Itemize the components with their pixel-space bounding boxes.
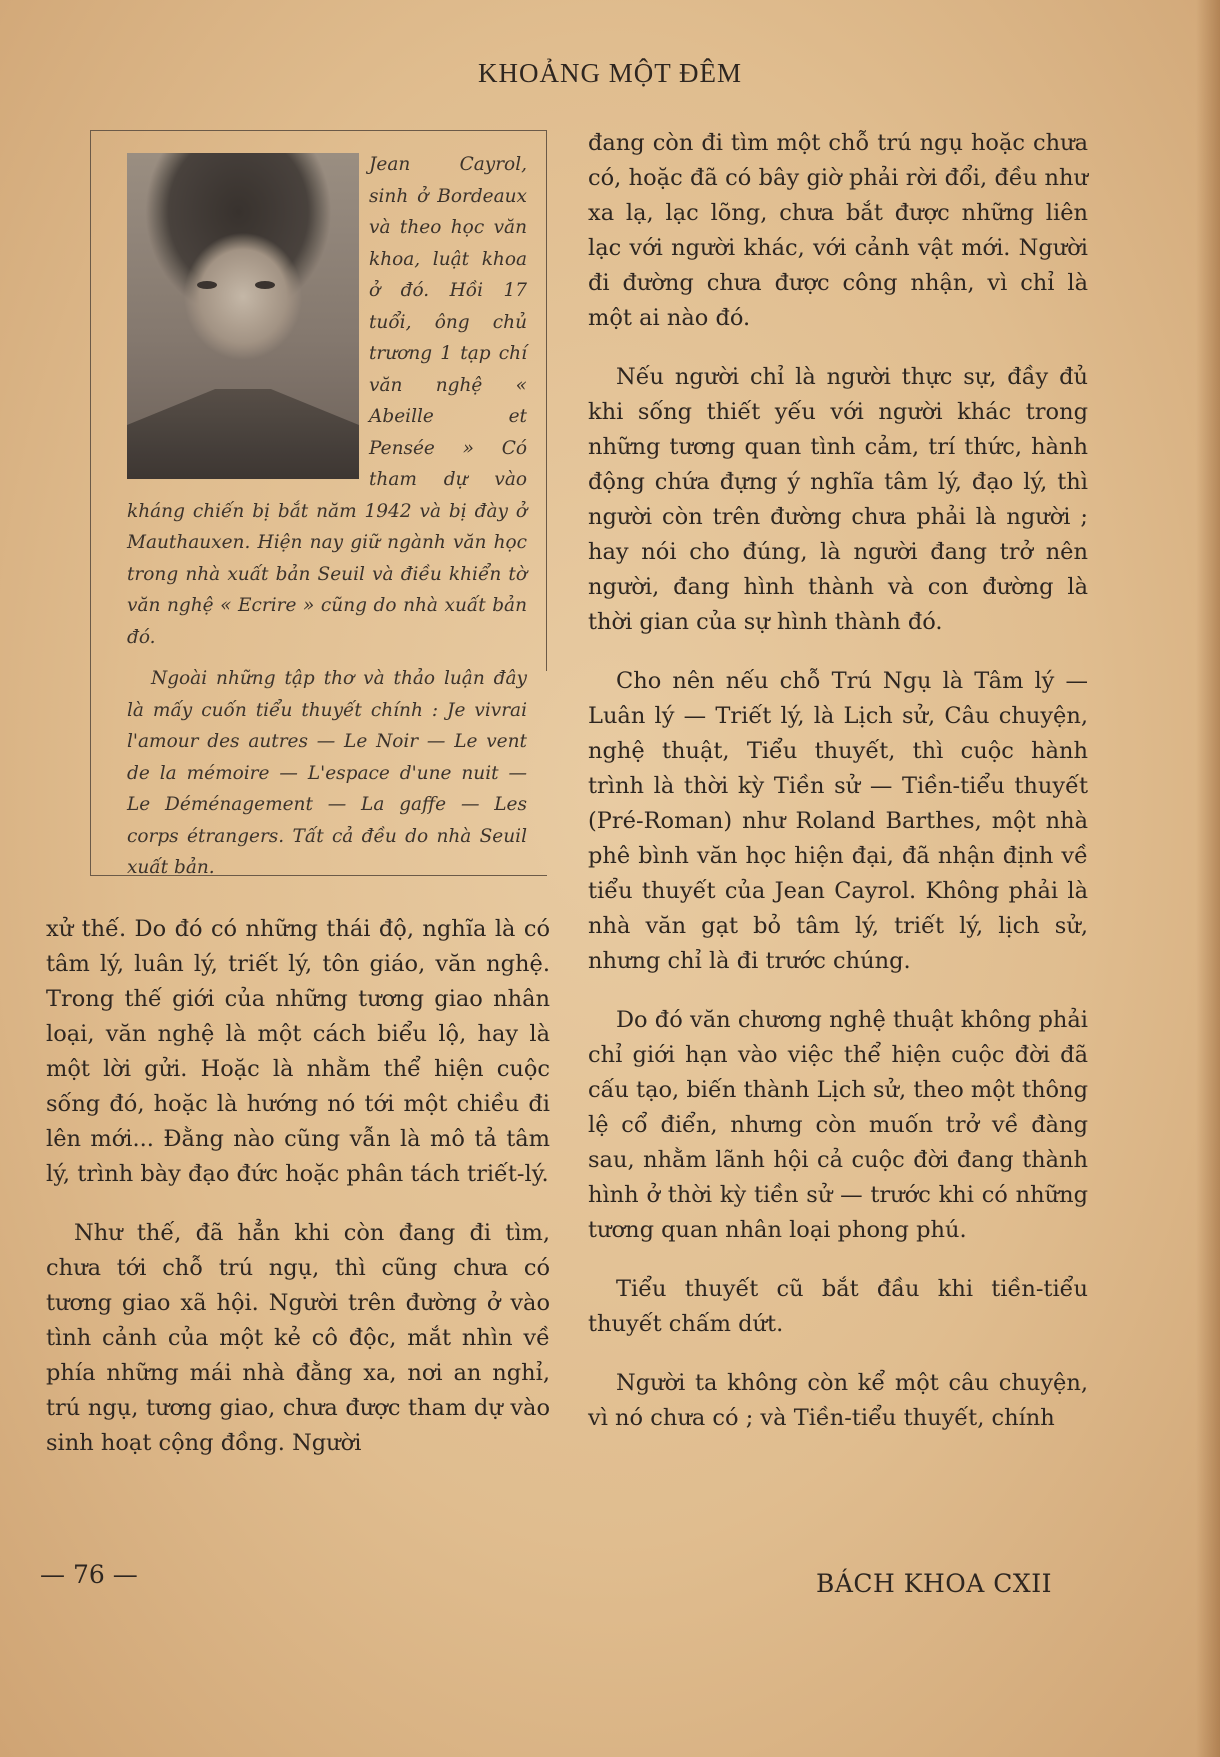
author-bio-box <box>90 130 547 876</box>
running-head: KHOẢNG MỘT ĐÊM <box>477 58 742 88</box>
right-paragraph-1: đang còn đi tìm một chỗ trú ngụ hoặc chưa có, hoặc đã có bây giờ phải rời đổi, đều như xa lạ, lạc lõng, chưa bắt được những liên lạc với người khác, với cảnh vật mới. Người đi đường chưa được công nhận, vì chỉ là một ai nào đó. <box>588 130 1088 331</box>
right-paragraph-4: Do đó văn chương nghệ thuật không phải chỉ giới hạn vào việc thể hiện cuộc đời đã cấu tạo, biến thành Lịch sử, theo một thông lệ cổ điển, nhưng còn muốn trở về đàng sau, nhằm lãnh hội cả cuộc đời đang thành hình ở thời kỳ tiền sử — trước khi có những tương quan nhân loại phong phú. <box>588 1007 1088 1243</box>
journal-footer: BÁCH KHOA CXII <box>816 1569 1052 1598</box>
page-number: — 76 — <box>40 1560 138 1589</box>
page-edge-shade <box>1196 0 1220 1757</box>
left-paragraph-2: Như thế, đã hẳn khi còn đang đi tìm, chưa tới chỗ trú ngụ, thì cũng chưa có tương giao xã hội. Người trên đường ở vào tình cảnh của một kẻ cô độc, mắt nhìn về phía những mái nhà đằng xa, nơi an nghỉ, trú ngụ, tương giao, chưa được tham dự vào sinh hoạt cộng đồng. Người <box>46 1220 550 1456</box>
bio-text <box>127 149 527 894</box>
left-column <box>46 912 550 1485</box>
right-paragraph-2: Nếu người chỉ là người thực sự, đầy đủ khi sống thiết yếu với người khác trong những tương quan tình cảm, trí thức, hành động chứa đựng ý nghĩa tâm lý, đạo lý, thì người còn trên đường chưa phải là người ; hay nói cho đúng, là người đang trở nên người, đang hình thành và con đường là thời gian của sự hình thành đó. <box>588 364 1088 635</box>
bio-box-right-rule <box>546 131 548 671</box>
bio-paragraph-1: Jean Cayrol, sinh ở Bordeaux và theo học văn khoa, luật khoa ở đó. Hồi 17 tuổi, ông chủ trương 1 tạp chí văn nghệ « Abeille et Pensée » Có tham dự vào kháng chiến bị bắt năm 1942 và bị đày ở Mauthauxen. Hiện nay giữ ngành văn học trong nhà xuất bản Seuil và điều khiển tờ văn nghệ « Ecrire » cũng do nhà xuất bản đó. <box>127 154 527 648</box>
left-paragraph-1: xử thế. Do đó có những thái độ, nghĩa là có tâm lý, luân lý, triết lý, tôn giáo, văn nghệ. Trong thế giới của những tương giao nhân loại, văn nghệ là một cách biểu lộ, hay là một lời gửi. Hoặc là nhằm thể hiện cuộc sống đó, hoặc là hướng nó tới một chiều đi lên mới... Đằng nào cũng vẫn là mô tả tâm lý, trình bày đạo đức hoặc phân tách triết-lý. <box>46 916 550 1187</box>
right-paragraph-5: Tiểu thuyết cũ bắt đầu khi tiền-tiểu thuyết chấm dứt. <box>588 1276 1088 1337</box>
bio-paragraph-2: Ngoài những tập thơ và thảo luận đây là mấy cuốn tiểu thuyết chính : Je vivrai l'amour des autres — Le Noir — Le vent de la mémoire — L'espace d'une nuit — Le Déménagement — La gaffe — Les corps étrangers. Tất cả đều do nhà Seuil xuất bản. <box>127 668 527 878</box>
right-paragraph-6: Người ta không còn kể một câu chuyện, vì nó chưa có ; và Tiền-tiểu thuyết, chính <box>588 1370 1088 1431</box>
right-paragraph-3: Cho nên nếu chỗ Trú Ngụ là Tâm lý — Luân lý — Triết lý, là Lịch sử, Câu chuyện, nghệ thuật, Tiểu thuyết, thì cuộc hành trình là thời kỳ Tiền sử — Tiền-tiểu thuyết (Pré-Roman) như Roland Barthes, một nhà phê bình văn học hiện đại, đã nhận định về tiểu thuyết của Jean Cayrol. Không phải là nhà văn gạt bỏ tâm lý, triết lý, lịch sử, nhưng chỉ là đi trước chúng. <box>588 668 1088 974</box>
right-column <box>588 126 1088 1460</box>
portrait-spacer <box>127 149 369 487</box>
